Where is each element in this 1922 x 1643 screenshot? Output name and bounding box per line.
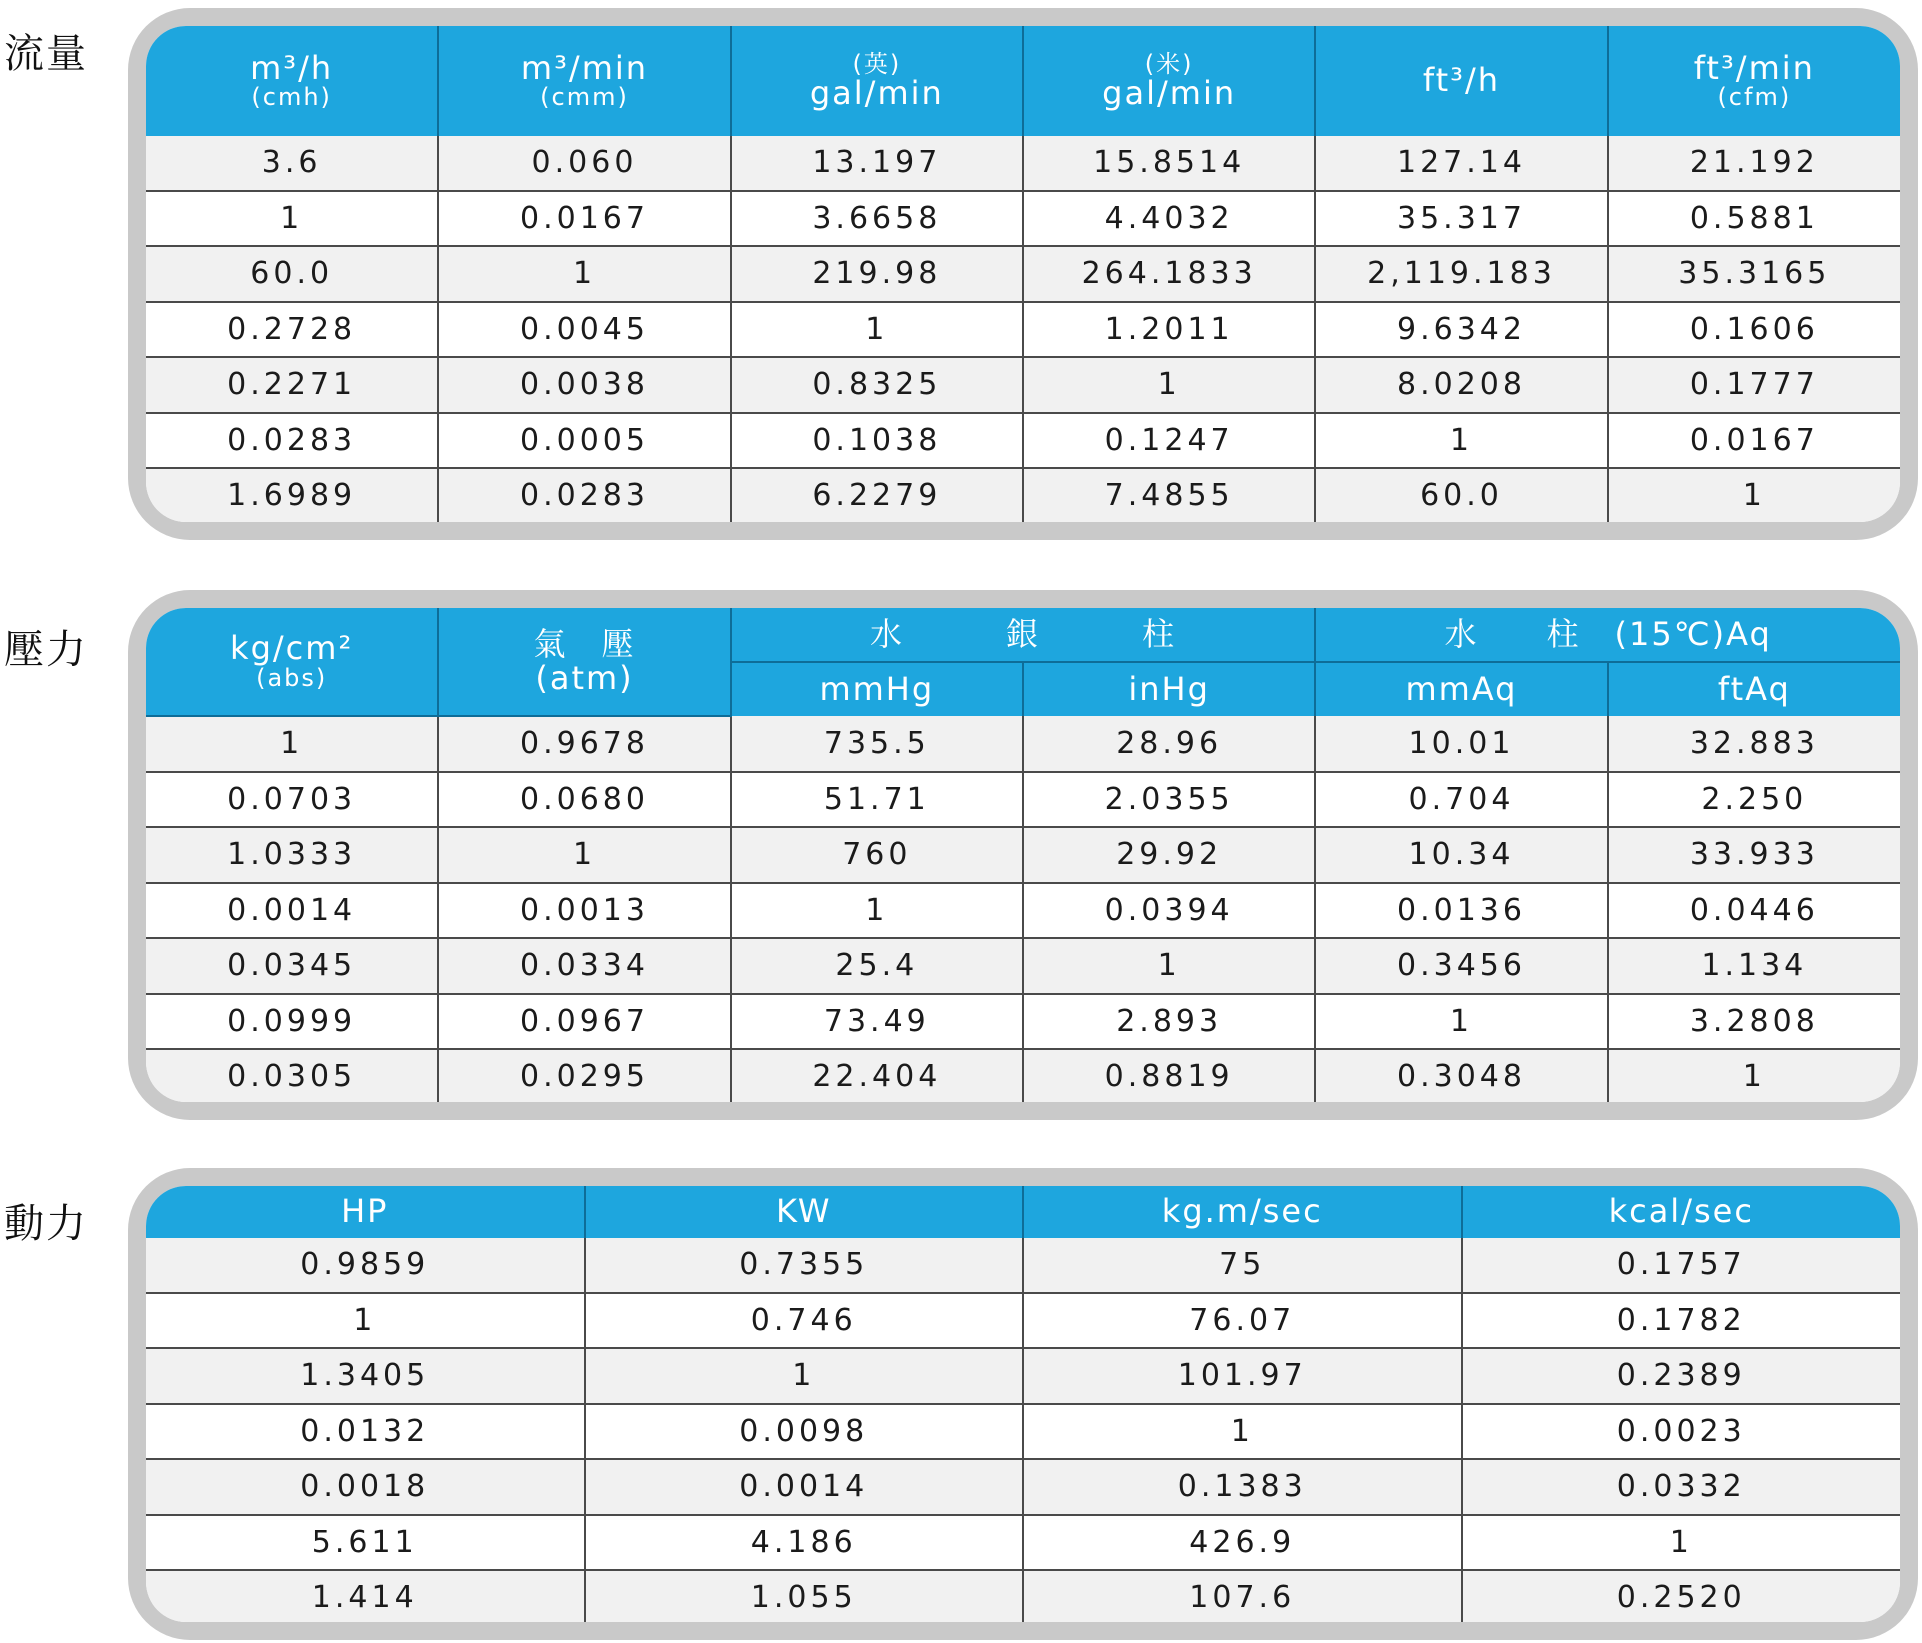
- pressure-table-cell: 0.0013: [438, 883, 730, 939]
- flow-table-cell: 15.8514: [1023, 136, 1315, 191]
- flow-table-cell: 6.2279: [731, 468, 1023, 522]
- power-header-kcal-sec: kcal/sec: [1462, 1186, 1901, 1238]
- pressure-table-cell: 0.0703: [146, 772, 438, 828]
- flow-table-cell: 21.192: [1608, 136, 1900, 191]
- pressure-table-cell: 1: [146, 716, 438, 772]
- flow-table-body: [146, 136, 1900, 522]
- flow-table-cell: 0.2728: [146, 302, 438, 358]
- power-table-cell: 0.0018: [146, 1459, 585, 1515]
- pressure-table-cell: 0.9678: [438, 716, 730, 772]
- power-table-row: [146, 1404, 1900, 1460]
- flow-table-cell: 3.6658: [731, 191, 1023, 247]
- power-table-cell: 0.0023: [1462, 1404, 1901, 1460]
- flow-table-cell: 3.6: [146, 136, 438, 191]
- flow-table-cell: 0.0283: [146, 413, 438, 469]
- pressure-header-atm: 氣 壓 (atm): [438, 608, 730, 716]
- pressure-table-cell: 0.704: [1315, 772, 1607, 828]
- pressure-header-ftaq: ftAq: [1608, 662, 1900, 716]
- power-table-cell: 0.746: [585, 1293, 1024, 1349]
- power-table-cell: 1.3405: [146, 1348, 585, 1404]
- flow-table-row: [146, 191, 1900, 247]
- flow-table-cell: 7.4855: [1023, 468, 1315, 522]
- power-table-cell: 5.611: [146, 1515, 585, 1571]
- flow-table-cell: 60.0: [146, 246, 438, 302]
- pressure-table-cell: 735.5: [731, 716, 1023, 772]
- flow-table-cell: 8.0208: [1315, 357, 1607, 413]
- pressure-table-cell: 10.34: [1315, 827, 1607, 883]
- power-header-hp: HP: [146, 1186, 585, 1238]
- power-table-cell: 1.055: [585, 1570, 1024, 1622]
- flow-table-cell: 35.3165: [1608, 246, 1900, 302]
- power-table-cell: 0.2520: [1462, 1570, 1901, 1622]
- pressure-table-cell: 0.0394: [1023, 883, 1315, 939]
- flow-header-cmh: m³/h (cmh): [146, 26, 438, 136]
- pressure-table-cell: 0.8819: [1023, 1049, 1315, 1102]
- power-table-cell: 0.1757: [1462, 1238, 1901, 1293]
- pressure-table-cell: 1: [731, 883, 1023, 939]
- flow-table-cell: 127.14: [1315, 136, 1607, 191]
- flow-table-cell: 0.1038: [731, 413, 1023, 469]
- pressure-table-row: [146, 716, 1900, 772]
- pressure-header-mercury-column: 水 銀 柱: [731, 608, 1316, 662]
- pressure-table-cell: 1: [1315, 994, 1607, 1050]
- pressure-table-cell: 2.250: [1608, 772, 1900, 828]
- pressure-table-cell: 51.71: [731, 772, 1023, 828]
- pressure-table-cell: 0.0680: [438, 772, 730, 828]
- power-table-cell: 1: [1462, 1515, 1901, 1571]
- power-table-cell: 76.07: [1023, 1293, 1462, 1349]
- pressure-table-cell: 0.0334: [438, 938, 730, 994]
- power-table-row: [146, 1238, 1900, 1293]
- pressure-table-cell: 22.404: [731, 1049, 1023, 1102]
- pressure-table-cell: 2.893: [1023, 994, 1315, 1050]
- flow-section-label: 流量: [4, 31, 88, 77]
- power-table-cell: 107.6: [1023, 1570, 1462, 1622]
- flow-table-row: [146, 357, 1900, 413]
- flow-header-cfm: ft³/min (cfm): [1608, 26, 1900, 136]
- pressure-table-row: [146, 772, 1900, 828]
- pressure-table-cell: 0.0446: [1608, 883, 1900, 939]
- pressure-table-cell: 28.96: [1023, 716, 1315, 772]
- pressure-table-body: [146, 716, 1900, 1102]
- pressure-table-cell: 33.933: [1608, 827, 1900, 883]
- flow-table-cell: 219.98: [731, 246, 1023, 302]
- flow-table-cell: 0.0283: [438, 468, 730, 522]
- flow-table-row: [146, 413, 1900, 469]
- flow-table-cell: 4.4032: [1023, 191, 1315, 247]
- pressure-table-cell: 10.01: [1315, 716, 1607, 772]
- flow-table-cell: 1.6989: [146, 468, 438, 522]
- power-section-label: 動力: [4, 1201, 88, 1247]
- pressure-table-cell: 0.0295: [438, 1049, 730, 1102]
- power-table-cell: 0.0098: [585, 1404, 1024, 1460]
- pressure-table-cell: 0.3048: [1315, 1049, 1607, 1102]
- power-table-row: [146, 1293, 1900, 1349]
- power-table-cell: 0.0132: [146, 1404, 585, 1460]
- flow-table-cell: 1: [1023, 357, 1315, 413]
- pressure-table-row: [146, 827, 1900, 883]
- flow-table-cell: 13.197: [731, 136, 1023, 191]
- flow-table-cell: 0.2271: [146, 357, 438, 413]
- power-table-cell: 1: [585, 1348, 1024, 1404]
- power-table-row: [146, 1459, 1900, 1515]
- pressure-table-cell: 0.3456: [1315, 938, 1607, 994]
- flow-table-row: [146, 246, 1900, 302]
- flow-header-cfh: ft³/h: [1315, 26, 1607, 136]
- power-table-cell: 426.9: [1023, 1515, 1462, 1571]
- pressure-table-row: [146, 883, 1900, 939]
- pressure-table-cell: 760: [731, 827, 1023, 883]
- pressure-table-cell: 1: [438, 827, 730, 883]
- flow-table-cell: 264.1833: [1023, 246, 1315, 302]
- power-table-cell: 101.97: [1023, 1348, 1462, 1404]
- flow-table-card: [128, 8, 1918, 540]
- flow-table-cell: 0.1247: [1023, 413, 1315, 469]
- pressure-header-kgcm2: kg/cm² (abs): [146, 608, 438, 716]
- power-table-cell: 0.0014: [585, 1459, 1024, 1515]
- pressure-section-label: 壓力: [4, 627, 88, 673]
- flow-table-cell: 0.1606: [1608, 302, 1900, 358]
- pressure-header-mmhg: mmHg: [731, 662, 1023, 716]
- flow-table-row: [146, 302, 1900, 358]
- pressure-table-cell: 29.92: [1023, 827, 1315, 883]
- flow-header-gal-uk: (英) gal/min: [731, 26, 1023, 136]
- pressure-header-mmaq: mmAq: [1315, 662, 1607, 716]
- pressure-table: [146, 608, 1900, 1102]
- pressure-table-cell: 0.0014: [146, 883, 438, 939]
- power-table-cell: 1.414: [146, 1570, 585, 1622]
- power-table-cell: 0.1383: [1023, 1459, 1462, 1515]
- flow-table-cell: 1: [1315, 413, 1607, 469]
- flow-table: [146, 26, 1900, 522]
- flow-table-cell: 0.1777: [1608, 357, 1900, 413]
- power-table-cell: 1: [1023, 1404, 1462, 1460]
- pressure-table-cell: 2.0355: [1023, 772, 1315, 828]
- pressure-table-cell: 3.2808: [1608, 994, 1900, 1050]
- flow-table-cell: 2,119.183: [1315, 246, 1607, 302]
- pressure-table-cell: 0.0305: [146, 1049, 438, 1102]
- flow-header-gal-us: (米) gal/min: [1023, 26, 1315, 136]
- power-header-kw: KW: [585, 1186, 1024, 1238]
- power-table-cell: 75: [1023, 1238, 1462, 1293]
- pressure-table-row: [146, 938, 1900, 994]
- flow-header-cmm: m³/min (cmm): [438, 26, 730, 136]
- flow-table-row: [146, 468, 1900, 522]
- flow-table-cell: 9.6342: [1315, 302, 1607, 358]
- pressure-table-row: [146, 994, 1900, 1050]
- pressure-header-inhg: inHg: [1023, 662, 1315, 716]
- power-table-cell: 0.1782: [1462, 1293, 1901, 1349]
- power-table-cell: 0.9859: [146, 1238, 585, 1293]
- pressure-table-cell: 0.0136: [1315, 883, 1607, 939]
- power-table-row: [146, 1570, 1900, 1622]
- power-table-card: [128, 1168, 1918, 1640]
- flow-table-cell: 0.0005: [438, 413, 730, 469]
- power-table-cell: 1: [146, 1293, 585, 1349]
- pressure-table-cell: 1: [1023, 938, 1315, 994]
- power-table: [146, 1186, 1900, 1622]
- power-table-body: [146, 1238, 1900, 1622]
- power-table-cell: 0.7355: [585, 1238, 1024, 1293]
- pressure-table-cell: 1.0333: [146, 827, 438, 883]
- flow-table-cell: 0.0167: [438, 191, 730, 247]
- flow-table-cell: 0.0038: [438, 357, 730, 413]
- power-header-kgm-sec: kg.m/sec: [1023, 1186, 1462, 1238]
- flow-table-cell: 1: [731, 302, 1023, 358]
- flow-table-cell: 1: [146, 191, 438, 247]
- power-table-cell: 4.186: [585, 1515, 1024, 1571]
- pressure-table-cell: 25.4: [731, 938, 1023, 994]
- flow-table-row: [146, 136, 1900, 191]
- power-table-row: [146, 1348, 1900, 1404]
- pressure-table-cell: 0.0967: [438, 994, 730, 1050]
- flow-table-cell: 0.060: [438, 136, 730, 191]
- flow-table-cell: 0.0167: [1608, 413, 1900, 469]
- flow-table-cell: 0.8325: [731, 357, 1023, 413]
- flow-table-cell: 0.5881: [1608, 191, 1900, 247]
- flow-table-cell: 0.0045: [438, 302, 730, 358]
- pressure-table-cell: 73.49: [731, 994, 1023, 1050]
- flow-table-cell: 1.2011: [1023, 302, 1315, 358]
- pressure-table-row: [146, 1049, 1900, 1102]
- flow-table-cell: 1: [1608, 468, 1900, 522]
- flow-table-cell: 60.0: [1315, 468, 1607, 522]
- pressure-table-cell: 1.134: [1608, 938, 1900, 994]
- power-table-row: [146, 1515, 1900, 1571]
- flow-table-cell: 35.317: [1315, 191, 1607, 247]
- pressure-table-cell: 0.0999: [146, 994, 438, 1050]
- pressure-table-cell: 1: [1608, 1049, 1900, 1102]
- pressure-table-card: [128, 590, 1918, 1120]
- power-table-cell: 0.0332: [1462, 1459, 1901, 1515]
- pressure-table-cell: 0.0345: [146, 938, 438, 994]
- flow-table-cell: 1: [438, 246, 730, 302]
- power-table-cell: 0.2389: [1462, 1348, 1901, 1404]
- pressure-header-water-column: 水 柱 (15℃)Aq: [1315, 608, 1900, 662]
- pressure-table-cell: 32.883: [1608, 716, 1900, 772]
